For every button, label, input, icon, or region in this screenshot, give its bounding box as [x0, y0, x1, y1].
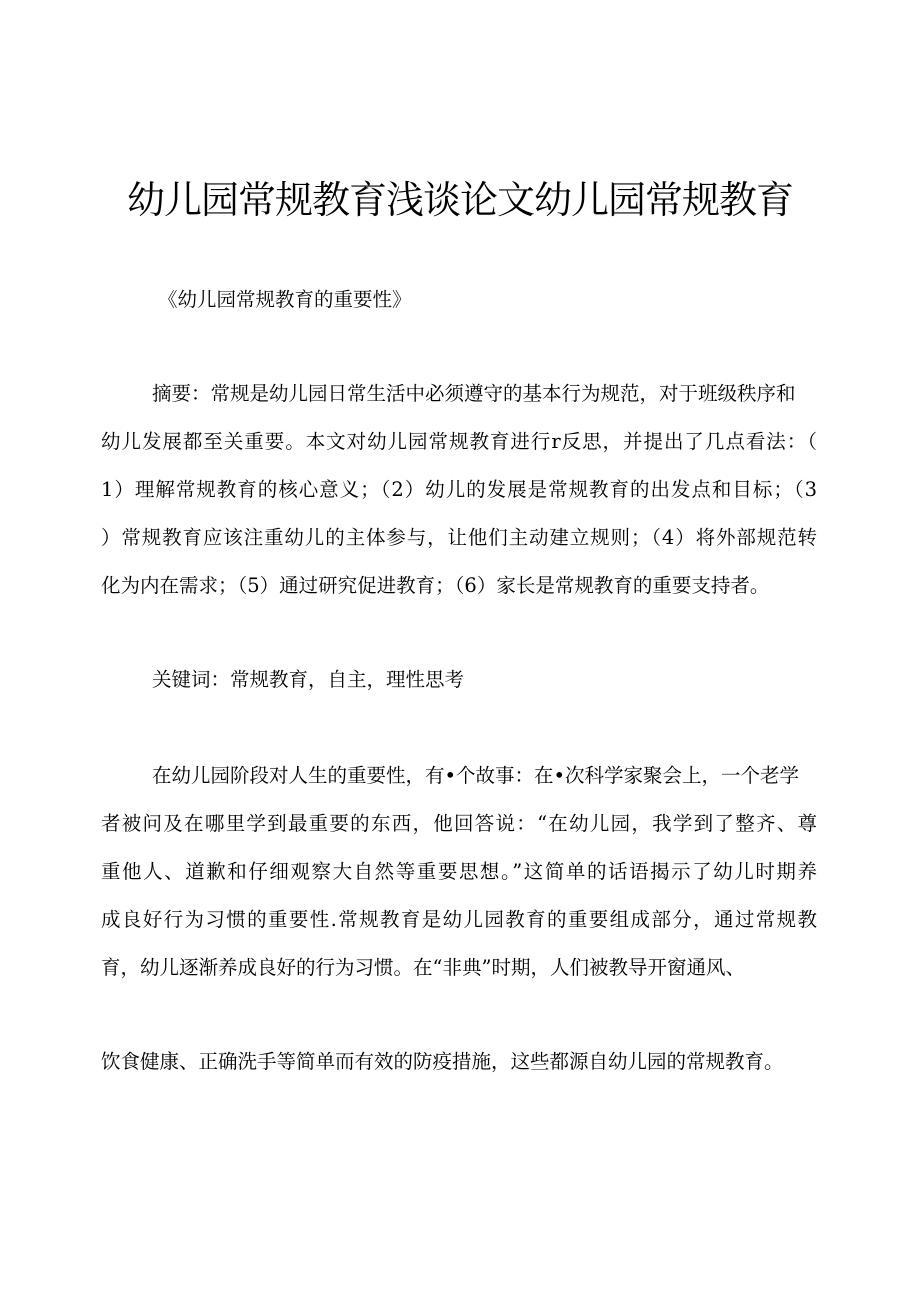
- abstract-line-2: 幼儿发展都至关重要。本文对幼儿园常规教育进行r反思，并提出了几点看法：（: [101, 430, 817, 453]
- abstract-line-4: ）常规教育应该注重幼儿的主体参与，让他们主动建立规则；（4）将外部规范转: [101, 526, 817, 549]
- body-line-2: 者被问及在哪里学到最重要的东西，他回答说：“在幼儿园，我学到了整齐、尊: [101, 812, 817, 835]
- body-line-5: 育，幼儿逐渐养成良好的行为习惯。在“非典”时期，人们被教导开窗通风、: [101, 956, 745, 979]
- document-subtitle: 《幼儿园常规教育的重要性》: [158, 288, 412, 311]
- document-title: 幼儿园常规教育浅谈论文幼儿园常规教育: [126, 178, 793, 222]
- abstract-line-3: 1）理解常规教育的核心意义；（2）幼儿的发展是常规教育的出发点和目标；（3: [101, 478, 817, 501]
- body-line-1: 在幼儿园阶段对人生的重要性，有•个故事：在•次科学家聚会上，一个老学: [152, 764, 800, 787]
- body-final-line: 饮食健康、正确洗手等简单而有效的防疫措施，这些都源自幼儿园的常规教育。: [101, 1050, 784, 1073]
- keywords-line: 关键词：常规教育，自主，理性思考: [152, 668, 465, 691]
- abstract-line-5: 化为内在需求；（5）通过研究促进教育；（6）家长是常规教育的重要支持者。: [101, 574, 770, 597]
- body-line-4: 成良好行为习惯的重要性.常规教育是幼儿园教育的重要组成部分，通过常规教: [101, 908, 817, 931]
- body-line-3: 重他人、道歉和仔细观察大自然等重要思想。”这简单的话语揭示了幼儿时期养: [101, 860, 817, 883]
- abstract-line-1: 摘要：常规是幼儿园日常生活中必须遵守的基本行为规范，对于班级秩序和: [152, 382, 796, 405]
